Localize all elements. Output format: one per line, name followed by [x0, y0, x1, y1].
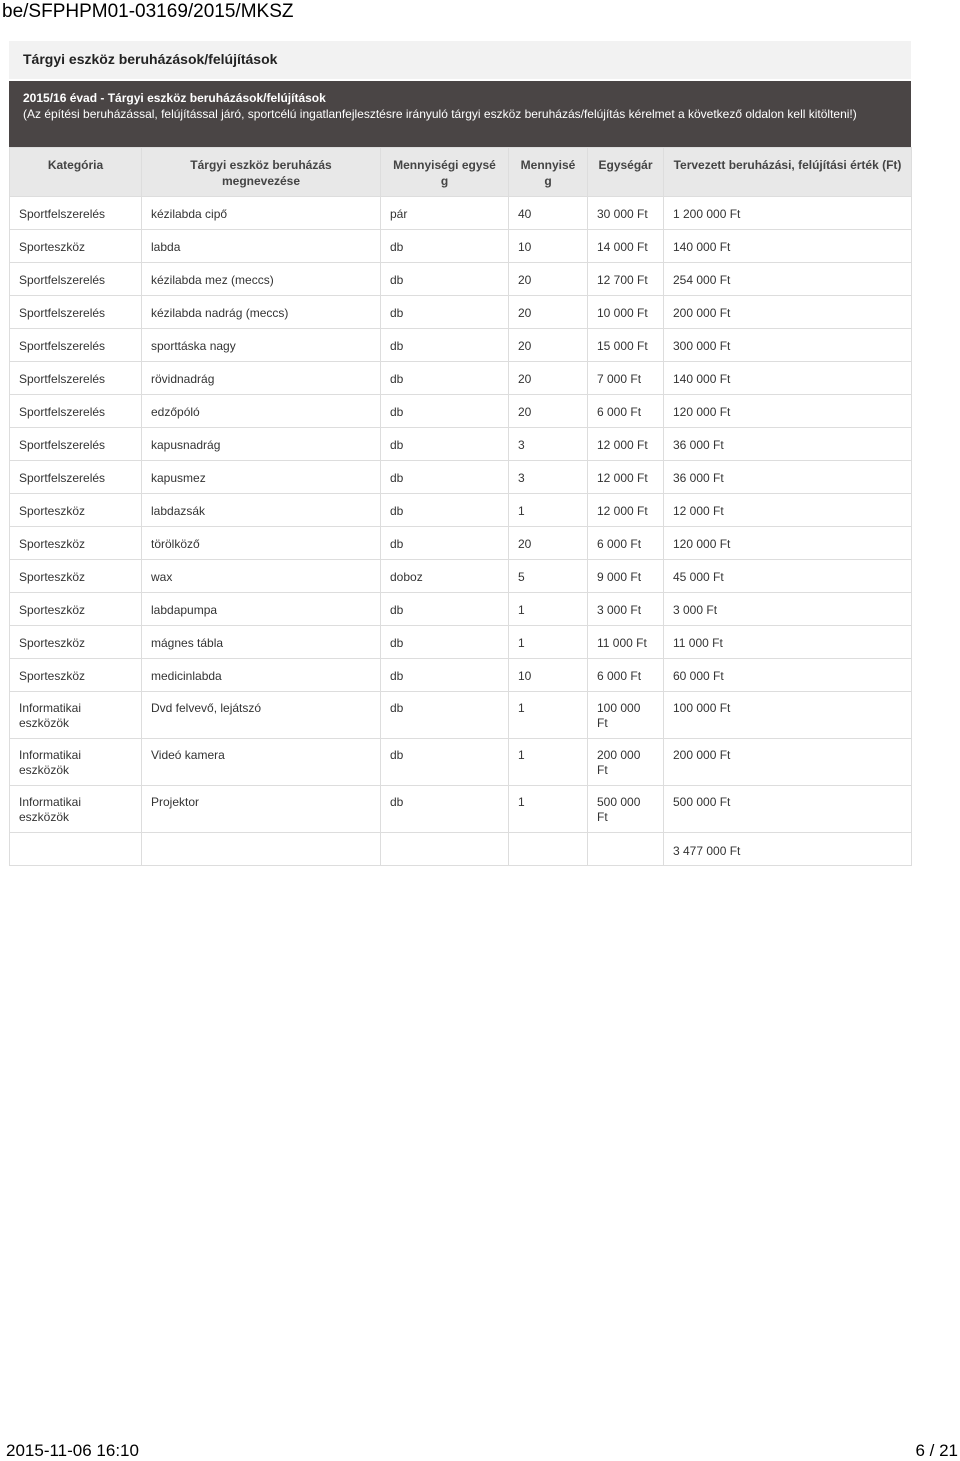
table-row: [10, 593, 912, 626]
cell-planned-value: 12 000 Ft: [664, 494, 912, 527]
cell-category: Sportfelszerelés: [10, 296, 142, 329]
section-title: Tárgyi eszköz beruházások/felújítások: [9, 41, 911, 79]
cell-category: Informatikai eszközök: [10, 786, 142, 833]
cell-category: Sporteszköz: [10, 527, 142, 560]
table-row: [10, 626, 912, 659]
header-unit-price: Egységár: [588, 148, 664, 197]
total-value: 3 477 000 Ft: [664, 833, 912, 866]
cell-category: Sportfelszerelés: [10, 428, 142, 461]
document-id: be/SFPHPM01-03169/2015/MKSZ: [2, 1, 294, 22]
table-row: [10, 428, 912, 461]
cell-category: Sporteszköz: [10, 230, 142, 263]
empty-cell: [381, 833, 509, 866]
cell-quantity: 10: [509, 230, 588, 263]
cell-planned-value: 200 000 Ft: [664, 739, 912, 786]
cell-quantity: 20: [509, 527, 588, 560]
cell-item-name: mágnes tábla: [142, 626, 381, 659]
cell-item-name: wax: [142, 560, 381, 593]
empty-cell: [509, 833, 588, 866]
empty-cell: [142, 833, 381, 866]
table-row: [10, 230, 912, 263]
cell-quantity: 20: [509, 296, 588, 329]
cell-unit: db: [381, 593, 509, 626]
cell-unit: doboz: [381, 560, 509, 593]
cell-item-name: labdapumpa: [142, 593, 381, 626]
table-row: [10, 395, 912, 428]
cell-category: Sportfelszerelés: [10, 263, 142, 296]
empty-cell: [10, 833, 142, 866]
table-row: [10, 659, 912, 692]
cell-quantity: 20: [509, 263, 588, 296]
cell-unit: db: [381, 527, 509, 560]
cell-item-name: kézilabda mez (meccs): [142, 263, 381, 296]
cell-unit: db: [381, 494, 509, 527]
cell-unit-price: 12 000 Ft: [588, 494, 664, 527]
cell-planned-value: 11 000 Ft: [664, 626, 912, 659]
cell-quantity: 20: [509, 329, 588, 362]
cell-unit: db: [381, 230, 509, 263]
header-planned-value: Tervezett beruházási, felújítási érték (Ft): [664, 148, 912, 197]
cell-unit: db: [381, 296, 509, 329]
cell-category: Sporteszköz: [10, 494, 142, 527]
cell-unit: db: [381, 739, 509, 786]
cell-quantity: 1: [509, 786, 588, 833]
cell-item-name: kézilabda nadrág (meccs): [142, 296, 381, 329]
cell-unit: db: [381, 786, 509, 833]
header-quantity: Mennyisé g: [509, 148, 588, 197]
info-title: 2015/16 évad - Tárgyi eszköz beruházások/felújítások: [23, 91, 326, 105]
cell-quantity: 5: [509, 560, 588, 593]
cell-category: Sportfelszerelés: [10, 329, 142, 362]
cell-unit-price: 10 000 Ft: [588, 296, 664, 329]
cell-quantity: 20: [509, 395, 588, 428]
table-row: [10, 197, 912, 230]
cell-category: Informatikai eszközök: [10, 692, 142, 739]
cell-quantity: 1: [509, 593, 588, 626]
cell-unit-price: 200 000 Ft: [588, 739, 664, 786]
cell-category: Informatikai eszközök: [10, 739, 142, 786]
cell-category: Sporteszköz: [10, 560, 142, 593]
header-unit: Mennyiségi egysé g: [381, 148, 509, 197]
cell-planned-value: 140 000 Ft: [664, 230, 912, 263]
cell-item-name: Dvd felvevő, lejátszó: [142, 692, 381, 739]
cell-planned-value: 120 000 Ft: [664, 395, 912, 428]
cell-unit: db: [381, 626, 509, 659]
cell-unit-price: 6 000 Ft: [588, 395, 664, 428]
cell-planned-value: 500 000 Ft: [664, 786, 912, 833]
cell-unit-price: 3 000 Ft: [588, 593, 664, 626]
cell-unit-price: 500 000 Ft: [588, 786, 664, 833]
cell-planned-value: 120 000 Ft: [664, 527, 912, 560]
cell-unit: db: [381, 659, 509, 692]
cell-planned-value: 3 000 Ft: [664, 593, 912, 626]
cell-item-name: kapusnadrág: [142, 428, 381, 461]
cell-unit: db: [381, 329, 509, 362]
cell-category: Sportfelszerelés: [10, 362, 142, 395]
cell-item-name: törölköző: [142, 527, 381, 560]
table-row: [10, 362, 912, 395]
table-row: [10, 461, 912, 494]
cell-category: Sporteszköz: [10, 626, 142, 659]
cell-planned-value: 200 000 Ft: [664, 296, 912, 329]
table-row: [10, 296, 912, 329]
cell-planned-value: 300 000 Ft: [664, 329, 912, 362]
cell-planned-value: 100 000 Ft: [664, 692, 912, 739]
header-category: Kategória: [10, 148, 142, 197]
footer-timestamp: 2015-11-06 16:10: [6, 1441, 139, 1460]
cell-quantity: 3: [509, 428, 588, 461]
cell-quantity: 1: [509, 626, 588, 659]
table-body: [10, 197, 912, 866]
cell-item-name: Projektor: [142, 786, 381, 833]
cell-unit-price: 7 000 Ft: [588, 362, 664, 395]
cell-category: Sportfelszerelés: [10, 395, 142, 428]
table-row: [10, 329, 912, 362]
cell-item-name: kapusmez: [142, 461, 381, 494]
cell-unit-price: 14 000 Ft: [588, 230, 664, 263]
cell-quantity: 3: [509, 461, 588, 494]
cell-unit: db: [381, 428, 509, 461]
cell-planned-value: 1 200 000 Ft: [664, 197, 912, 230]
cell-quantity: 1: [509, 692, 588, 739]
cell-category: Sporteszköz: [10, 659, 142, 692]
cell-quantity: 40: [509, 197, 588, 230]
cell-planned-value: 140 000 Ft: [664, 362, 912, 395]
cell-unit: db: [381, 362, 509, 395]
info-box: [9, 81, 911, 147]
cell-item-name: labda: [142, 230, 381, 263]
cell-unit-price: 6 000 Ft: [588, 527, 664, 560]
cell-category: Sportfelszerelés: [10, 461, 142, 494]
cell-unit: pár: [381, 197, 509, 230]
header-item-name: Tárgyi eszköz beruházás megnevezése: [142, 148, 381, 197]
table-total-row: [10, 833, 912, 866]
cell-item-name: edzőpóló: [142, 395, 381, 428]
cell-unit-price: 12 700 Ft: [588, 263, 664, 296]
empty-cell: [588, 833, 664, 866]
table-row: [10, 692, 912, 739]
cell-unit: db: [381, 461, 509, 494]
cell-item-name: labdazsák: [142, 494, 381, 527]
cell-planned-value: 60 000 Ft: [664, 659, 912, 692]
cell-unit-price: 12 000 Ft: [588, 428, 664, 461]
cell-category: Sporteszköz: [10, 593, 142, 626]
table-header-row: [10, 148, 912, 197]
table-row: [10, 739, 912, 786]
cell-unit-price: 30 000 Ft: [588, 197, 664, 230]
cell-item-name: sporttáska nagy: [142, 329, 381, 362]
cell-unit-price: 15 000 Ft: [588, 329, 664, 362]
footer-page-number: 6 / 21: [915, 1441, 958, 1460]
info-text: (Az építési beruházással, felújítással járó, sportcélú ingatlanfejlesztésre irányuló tárgyi eszköz beruházás/felújítás kérelmet a következő oldalon kell kitölteni!): [23, 107, 857, 121]
investment-table: [9, 147, 912, 866]
cell-category: Sportfelszerelés: [10, 197, 142, 230]
cell-unit-price: 6 000 Ft: [588, 659, 664, 692]
table-row: [10, 263, 912, 296]
cell-unit-price: 12 000 Ft: [588, 461, 664, 494]
cell-unit: db: [381, 692, 509, 739]
cell-quantity: 1: [509, 494, 588, 527]
table-row: [10, 494, 912, 527]
cell-unit: db: [381, 263, 509, 296]
cell-item-name: Videó kamera: [142, 739, 381, 786]
cell-quantity: 20: [509, 362, 588, 395]
cell-planned-value: 254 000 Ft: [664, 263, 912, 296]
table-row: [10, 786, 912, 833]
cell-item-name: rövidnadrág: [142, 362, 381, 395]
cell-planned-value: 36 000 Ft: [664, 428, 912, 461]
table-row: [10, 527, 912, 560]
cell-planned-value: 36 000 Ft: [664, 461, 912, 494]
cell-item-name: kézilabda cipő: [142, 197, 381, 230]
cell-unit: db: [381, 395, 509, 428]
cell-unit-price: 9 000 Ft: [588, 560, 664, 593]
cell-quantity: 1: [509, 739, 588, 786]
cell-item-name: medicinlabda: [142, 659, 381, 692]
cell-planned-value: 45 000 Ft: [664, 560, 912, 593]
cell-quantity: 10: [509, 659, 588, 692]
table-row: [10, 560, 912, 593]
cell-unit-price: 11 000 Ft: [588, 626, 664, 659]
cell-unit-price: 100 000 Ft: [588, 692, 664, 739]
